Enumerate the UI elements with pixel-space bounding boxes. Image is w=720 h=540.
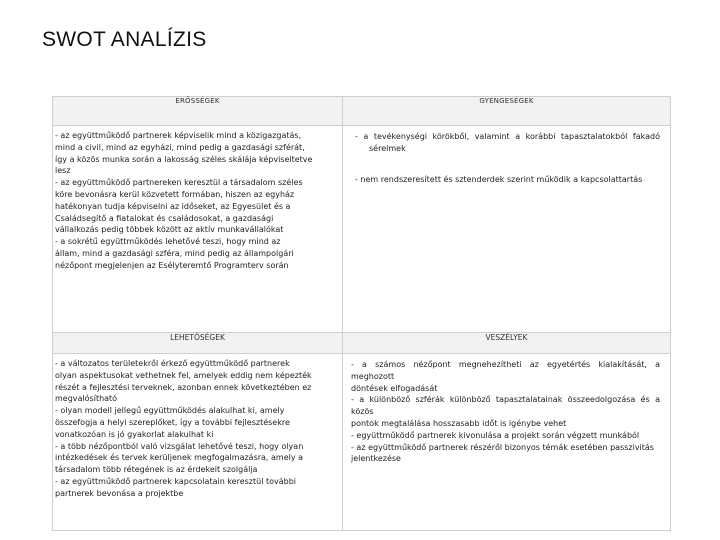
- strengths-text: [53, 126, 342, 272]
- threats-line: jelentkezése: [351, 454, 401, 464]
- strengths-line: - a sokrétű együttműködés lehetővé teszi, hogy mind az: [55, 237, 281, 247]
- opportunities-line: összefogja a helyi szereplőket, így a további fejlesztésekre: [55, 417, 290, 427]
- weaknesses-header: GYENGESÉGEK: [479, 97, 534, 105]
- weaknesses-header-cell: [343, 97, 671, 126]
- threats-text: [343, 354, 670, 465]
- strengths-line: állam, mind a gazdasági szféra, mind pedig az állampolgári: [55, 248, 294, 258]
- strengths-header: ERŐSSÉGEK: [175, 97, 220, 105]
- threats-line: - az együttműködő partnerek részéről bizonyos témák esetében passzivitás: [351, 442, 654, 452]
- strengths-line: köre bevonásra kerül közvetett formában, hiszen az egyház: [55, 189, 295, 199]
- strengths-line: lesz: [55, 166, 71, 176]
- strengths-line: - az együttműködő partnerek képviselik mind a közigazgatás,: [55, 131, 302, 140]
- strengths-line: mind a civil, mind az egyházi, mind pedig a gazdasági szférát,: [55, 142, 305, 152]
- slide-title: SWOT ANALÍZIS: [42, 28, 207, 51]
- opportunities-line: - a több nézőpontból való vizsgálat lehetővé teszi, hogy olyan: [55, 441, 304, 451]
- strengths-line: vállalkozás pedig többek között az aktív munkavállalókat: [55, 225, 284, 235]
- weaknesses-text: [343, 126, 670, 185]
- strengths-line: Családsegítő a fiatalokat és családosokat, a gazdasági: [55, 213, 274, 223]
- strengths-line: nézőpont megjelenjen az Esélyteremtő Programterv során: [55, 260, 289, 270]
- threats-line: pontok megtalálása hosszasabb időt is igénybe vehet: [351, 418, 567, 428]
- opportunities-header: LEHETŐSÉGEK: [170, 333, 225, 342]
- opportunities-line: - olyan modell jellegű együttműködés alakulhat ki, amely: [55, 406, 285, 416]
- strengths-line: hatékonyan tudja képviselni az időseket, az Egyesület és a: [55, 201, 291, 211]
- strengths-line: így a közös munka során a lakosság széles skálája képviseltetve: [55, 154, 313, 164]
- opportunities-header-cell: [53, 333, 343, 354]
- opportunities-line: - a változatos területekről érkező együttműködő partnerek: [55, 359, 290, 368]
- opportunities-line: intézkedések és tervek kerüljenek megfogalmazásra, amely a: [55, 453, 304, 463]
- threats-line: döntések elfogadását: [351, 383, 438, 393]
- opportunities-line: olyan aspektusokat vethetnek fel, amelyek eddig nem képezték: [55, 370, 312, 380]
- weaknesses-item: - a tevékenységi körökből, valamint a korábbi tapasztalatokból fakadó sérelmek: [355, 132, 660, 153]
- opportunities-line: megvalósítható: [55, 394, 118, 404]
- opportunities-line: - az együttműködő partnerek kapcsolatain keresztül további: [55, 476, 297, 486]
- strengths-header-cell: [53, 97, 343, 126]
- opportunities-cell: [53, 354, 343, 531]
- opportunities-line: partnerek bevonása a projektbe: [55, 488, 184, 498]
- threats-line: - a számos nézőpont megnehezítheti az egyetértés kialakítását, a meghozott: [351, 360, 660, 381]
- opportunities-line: vonatkozóan is jó gyakorlat alakulhat ki: [55, 429, 214, 439]
- weaknesses-item: - nem rendszeresített és sztenderdek szerint működik a kapcsolattartás: [355, 174, 643, 184]
- opportunities-text: [53, 354, 342, 500]
- swot-table: [52, 96, 671, 531]
- threats-line: - a különböző szférák különböző tapasztalatainak összeedolgozása és a közös: [351, 395, 660, 417]
- strengths-cell: [53, 126, 343, 333]
- threats-header-cell: [343, 333, 671, 354]
- opportunities-line: részét a fejlesztési terveknek, azonban ennek következtében ez: [55, 382, 312, 392]
- strengths-line: - az együttműködő partnereken keresztül a társadalom széles: [55, 178, 303, 188]
- threats-line: - együttműködő partnerek kivonulása a projekt során végzett munkából: [351, 430, 640, 440]
- opportunities-line: társadalom több rétegének is az érdekeit szolgálja: [55, 465, 258, 475]
- threats-header: VESZÉLYEK: [485, 333, 528, 342]
- weaknesses-cell: [343, 126, 671, 333]
- threats-cell: [343, 354, 671, 531]
